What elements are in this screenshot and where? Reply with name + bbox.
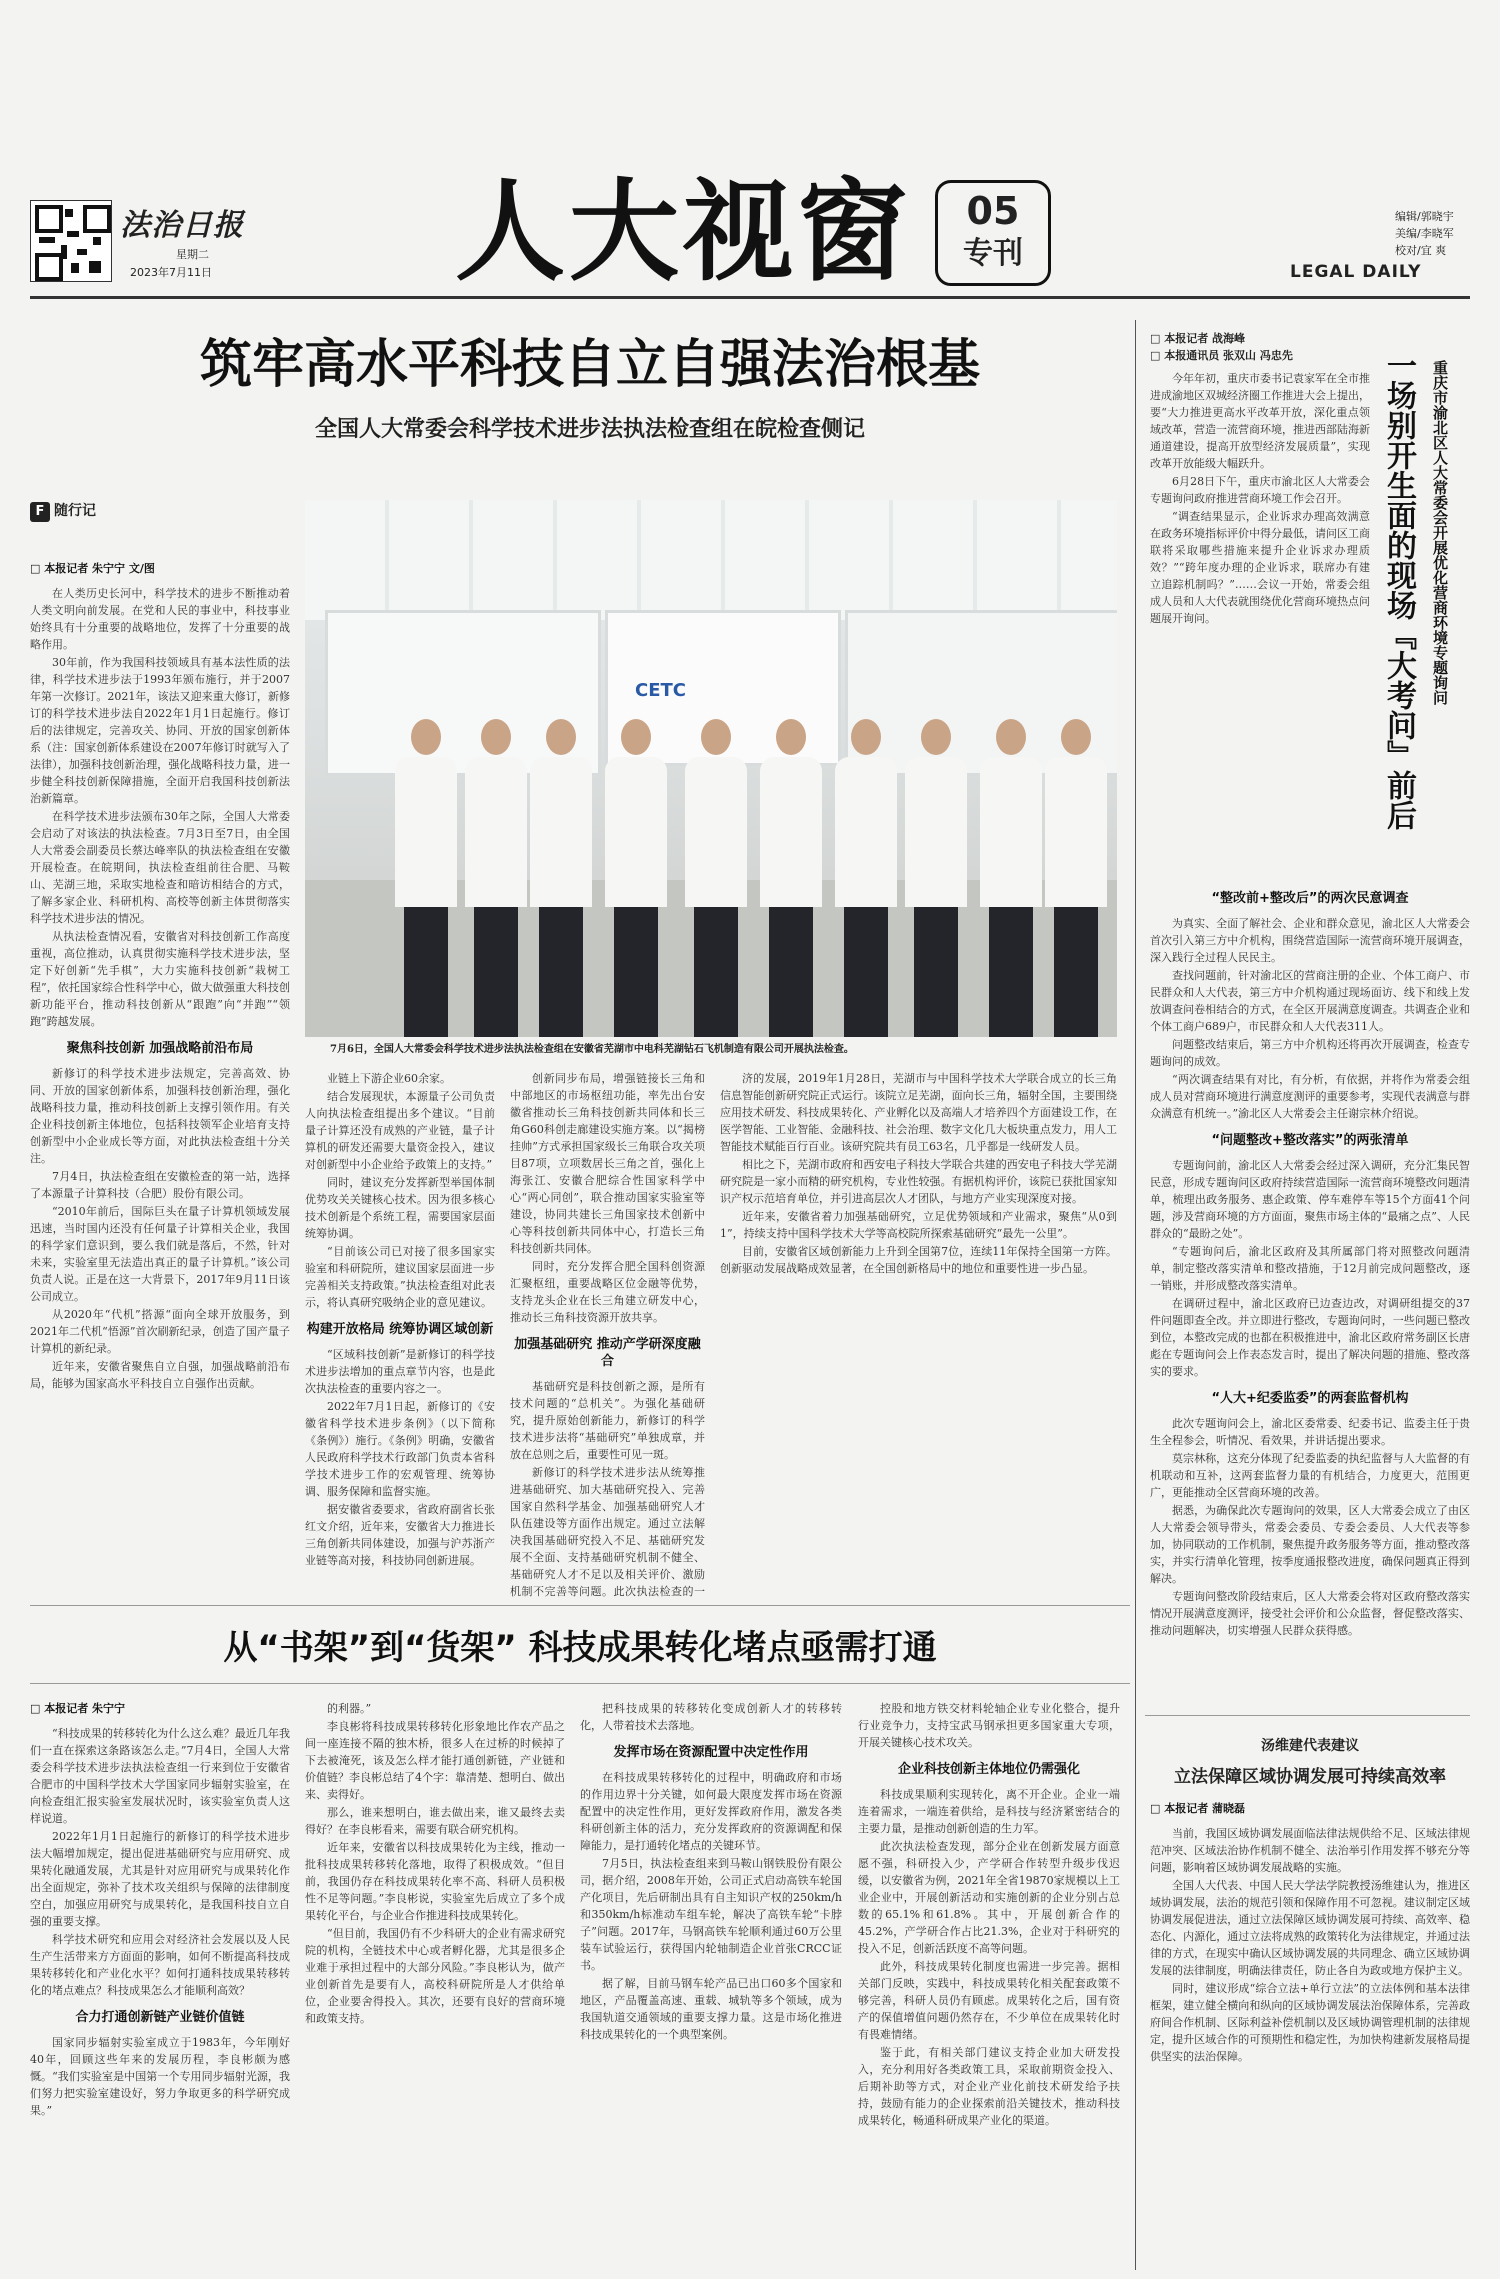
second-col4 (858, 1700, 1120, 2260)
paragraph: 同时，充分发挥合肥全国科创资源汇聚枢纽，重要战略区位金融等优势，支持龙头企业在长三角建立研发中心，推动长三角科技资源开放共享。 (510, 1260, 705, 1324)
paragraph: 问题整改结束后，第三方中介机构还将再次开展调查，检查专题询问的成效。 (1150, 1038, 1470, 1068)
paragraph: 近年来，安徽省聚焦自立自强，加强战略前沿布局，能够为国家高水平科技自立自强作出贡献。 (30, 1360, 290, 1390)
paragraph: “区域科技创新”是新修订的科学技术进步法增加的重点章节内容，也是此次执法检查的重要内容之一。 (305, 1348, 495, 1395)
paragraph: 目前，安徽省区域创新能力上升到全国第7位，连续11年保持全国第一方阵。创新驱动发展战略成效显著，在全国创新格局中的地位和重要性进一步凸显。 (720, 1245, 1117, 1275)
paragraph: 此外，科技成果转化制度也需进一步完善。据相关部门反映，实践中，科技成果转化相关配套政策不够完善，科研人员仍有顾虑。成果转化之后，国有资产的保值增值问题仍然存在，不少单位在成果转化时有畏难情绪。 (858, 1960, 1120, 2041)
sidebar-kicker: 汤维建代表建议 (1261, 1738, 1359, 1754)
second-byline: □ 本报记者 朱宁宁 (30, 1702, 126, 1715)
second-headline: 从“书架”到“货架” 科技成果转化堵点亟需打通 (223, 1628, 937, 1668)
paragraph: “但目前，我国仍有不少科研大的企业有需求研究院的机构，全链技术中心或者孵化器，尤其是很多企业难于承担过程中的大部分风险。”李良彬认为，做产业创新首先是要有人，高校科研院所是人才供给单位，企业要舍得投入。其次，还要有良好的营商环境和政策支持。 (305, 1927, 565, 2025)
sidebar-byline: □ 本报通讯员 张双山 冯忠先 (1150, 349, 1293, 362)
paragraph: 2022年7月1日起，新修订的《安徽省科学技术进步条例》（以下简称《条例》）施行。《条例》明确，安徽省人民政府科学技术行政部门负责本省科学技术进步工作的宏观管理、统筹协调、服务保障和监督实施。 (305, 1400, 495, 1498)
inspection-photo (305, 500, 1117, 1037)
paragraph: 在调研过程中，渝北区政府已边查边改，对调研组提交的37件问题即查全改。并立即进行整改，专题询问时，一些问题已整改到位，本整改完成的也都在积极推进中，渝北区政府常务副区长唐彪在专题询问会上作表态发言时，提出了解决问题的措施、整改落实的要求。 (1150, 1297, 1470, 1378)
page-type: 专刊 (963, 236, 1023, 271)
paragraph: 创新同步布局，增强链接长三角和中部地区的市场枢纽功能，率先出台安徽省推动长三角科技创新共同体和长三角G60科创走廊建设实施方案。以“揭榜挂帅”方式承担国家级长三角联合攻关项目87项，立项数居长三角之首，强化上海张江、安徽合肥综合性国家科学中心“两心同创”，联合推动国家实验室等建设，协同共建长三角国家技术创新中心等科技创新共同体中心，打造长三角科技创新共同体。 (510, 1072, 705, 1255)
paragraph: 从执法检查情况看，安徽省对科技创新工作高度重视，高位推动，认真贯彻实施科学技术进步法，坚定下好创新“先手棋”，大力实施科技创新“栽树工程”，依托国家综合性科学中心，做大做强重大科技创新功能平台，推动科技创新从“跟跑”向“并跑”“领跑”跨越发展。 (30, 930, 290, 1028)
paragraph: 那么，谁来想明白，谁去做出来，谁又最终去卖得好？在李良彬看来，需要有联合研究机构。 (305, 1806, 565, 1836)
sidebar-rule (1145, 1715, 1470, 1716)
paragraph: 在科学技术进步法颁布30年之际，全国人大常委会启动了对该法的执法检查。7月3日至7日，由全国人大常委会副委员长蔡达峰率队的执法检查组在安徽开展检查。在皖期间，执法检查组前往合肥、马鞍山、芜湖三地，采取实地检查和暗访相结合的方式，了解多家企业、科研机构、高校等创新主体贯彻落实科学技术进步法的情况。 (30, 810, 290, 925)
paragraph: 近年来，安徽省着力加强基础研究，立足优势领域和产业需求，聚焦“从0到1”，持续支持中国科学技术大学等高校院所探索基础研究“最先一公里”。 (720, 1210, 1117, 1240)
paragraph: 专题询问整改阶段结束后，区人大常委会将对区政府整改落实情况开展满意度测评，接受社会评价和公众监督，督促整改落实、推动问题解决，切实增强人民群众获得感。 (1150, 1590, 1470, 1637)
paragraph: 30年前，作为我国科技领域具有基本法性质的法律，科学技术进步法于1993年颁布施行，并于2007年第一次修订。2021年，该法又迎来重大修订，新修订的科学技术进步法自2022年1月1日起施行。修订后的法律规定，完善攻关、协同、开放的国家创新体系（注：国家创新体系建设在2007年修订时就写入了法律），加强科技创新治理，强化战略科技力量，进一步健全科技创新保障措施，全面开启我国科技创新法治新篇章。 (30, 656, 290, 805)
sidebar-divider (1135, 320, 1136, 2270)
paragraph: 国家同步辐射实验室成立于1983年，今年刚好40年，回顾这些年来的发展历程，李良彬颇为感慨。“我们实验室是中国第一个专用同步辐射光源，我们努力把实验室建设好，努力争取更多的科学研究成果。” (30, 2036, 290, 2117)
column-tag (30, 500, 96, 522)
page-number-box (935, 180, 1051, 286)
cetc-logo: CETC (635, 680, 686, 701)
paragraph: 全国人大代表、中国人民大学法学院教授汤维建认为，推进区域协调发展，法治的规范引领和保障作用不可忽视。建议制定区域协调发展促进法，通过立法保障区域协调发展可持续、高效率、稳态化、内源化，通过立法将成熟的政策转化为法律规定，并通过法律的方式，在现实中确认区域协调发展的共同理念、确立区域协调发展的法律制度，明确法律责任，防止各自为政或地方保护主义。 (1150, 1879, 1470, 1977)
paragraph: 专题询问前，渝北区人大常委会经过深入调研，充分汇集民智民意，形成专题询问区政府持续营造国际一流营商环境整改问题清单，梳理出政务服务、惠企政策、停车难停车等15个方面41个问题，涉及营商环境的方方面面，聚焦市场主体的“最痛之点”、人民群众的“最盼之处”。 (1150, 1159, 1470, 1240)
paragraph: 从2020年“代机”搭源“面向全球开放服务，到2021年二代机“悟源”首次刷新纪录，创造了国产量子计算机的新纪录。 (30, 1308, 290, 1355)
paragraph: 李良彬将科技成果转移转化形象地比作农产品之间一座连接不隔的独木桥，很多人在过桥的时候掉了下去被淹死，该及怎么样才能打通创新链，产业链和价值链？李良彬总结了4个字：靠清楚、想明白、做出来、卖得好。 (305, 1720, 565, 1801)
paper-name: 法治日报 (120, 208, 244, 243)
paragraph: 科技成果顺利实现转化，离不开企业。企业一端连着需求，一端连着供给，是科技与经济紧密结合的主要力量，是推动创新创造的生力军。 (858, 1788, 1120, 1835)
paragraph: 6月28日下午，重庆市渝北区人大常委会专题询问政府推进营商环境工作会召开。 (1150, 475, 1370, 505)
paragraph: 基础研究是科技创新之源，是所有技术问题的“总机关”。为强化基础研究，提升原始创新能力，新修订的科学技术进步法将“基础研究”单独成章，并放在总则之后，重要性可见一斑。 (510, 1380, 705, 1461)
paragraph: “科技成果的转移转化为什么这么难？最近几年我们一直在探索这条路该怎么走。”7月4日，全国人大常委会科学技术进步法执法检查组一行来到位于安徽省合肥市的中国科学技术大学国家同步辐射实验室，在向检查组汇报实验室发展状况时，该实验室负责人这样说道。 (30, 1727, 290, 1825)
paragraph: 的利器。” (327, 1702, 372, 1715)
lead-col2 (305, 1070, 495, 1600)
sidebar-byline: □ 本报记者 战海峰 (1150, 332, 1246, 345)
lead-col4 (720, 1070, 1117, 1600)
lead-section-heading: 构建开放格局 统筹协调区域创新 (306, 1322, 494, 1337)
art-editor: 美编/李晓军 (1395, 227, 1454, 240)
paragraph: 结合发展现状，本源量子公司负责人向执法检查组提出多个建议。“目前量子计算还没有成熟的产业链，量子计算机的研发还需要大量资金投入，建议对创新型中小企业给予政策上的支持。” (305, 1090, 495, 1171)
paragraph: “两次调查结果有对比，有分析，有依据，并将作为常委会组成人员对营商环境进行满意度测评的重要参考，实现代表满意与群众满意有机统一。”渝北区人大常委会主任谢宗林介绍说。 (1150, 1073, 1470, 1120)
paragraph: 查找问题前，针对渝北区的营商注册的企业、个体工商户、市民群众和人大代表，第三方中介机构通过现场面访、线下和线上发放调查问卷相结合的方式，在全区开展满意度调查。共调查企业和个体工商户689户，市民群众和人大代表311人。 (1150, 969, 1470, 1033)
paragraph: “调查结果显示，企业诉求办理高效满意在政务环境指标评价中得分最低，请问区工商联将采取哪些措施来提升企业诉求办理质效？”“跨年度办理的企业诉求，联席办有建立追踪机制吗？”……会议一开始，常委会组成人员和人大代表就围绕优化营商环境热点问题展开询问。 (1150, 510, 1370, 625)
paragraph: 2022年1月1日起施行的新修订的科学技术进步法大幅增加规定，提出促进基础研究与应用研究、成果转化融通发展，尤其是针对应用研究与成果转化作出全面规定，弥补了技术攻关组织与保障的法律制度空白，加强应用研究与成果转化，是我国科技自立自强的重要支撑。 (30, 1830, 290, 1928)
weekday: 星期二 (176, 248, 209, 261)
paragraph: 新修订的科学技术进步法规定，完善高效、协同、开放的国家创新体系，加强科技创新治理，强化战略科技力量，推动科技创新上支撑引领作用。有关企业科技创新主体地位，包括科技领军企业培育支持创新型中小企业成长等方面，对此执法检查组十分关注。 (30, 1067, 290, 1165)
editor: 编辑/郭晓宇 (1395, 210, 1454, 223)
headline-rule (30, 1683, 1130, 1684)
qr-code (30, 200, 112, 282)
proofreader: 校对/宜 爽 (1395, 244, 1447, 257)
lead-byline: □ 本报记者 朱宁宁 文/图 (30, 562, 155, 575)
paragraph: 莫宗林称，这充分体现了纪委监委的执纪监督与人大监督的有机联动和互补，这两套监督力量的有机结合，力度更大，范围更广，更能推动全区营商环境的改善。 (1150, 1452, 1470, 1499)
lead-subtitle: 全国人大常委会科学技术进步法执法检查组在皖检查侧记 (314, 417, 865, 442)
second-col3 (580, 1700, 842, 2260)
paragraph: 同时，建议充分发挥新型举国体制优势攻关关键核心技术。因为很多核心技术创新是个系统工程，需要国家层面统筹协调。 (305, 1176, 495, 1240)
paragraph: 在科技成果转移转化的过程中，明确政府和市场的作用边界十分关键，如何最大限度发挥市场在资源配置中的决定性作用，更好发挥政府作用，激发各类科研创新主体的活力，充分发挥政府的资源调配和保障能力，是打通转化堵点的关键环节。 (580, 1771, 842, 1852)
paragraph: 今年年初，重庆市委书记袁家军在全市推进成渝地区双城经济圈工作推进大会上提出，要“大力推进更高水平改革开放，深化重点领域改革，营造一流营商环境，推进西部陆海新通道建设，提高开放型经济发展质量”，实现改革开放能级大幅跃升。 (1150, 372, 1370, 470)
paragraph: 科学技术研究和应用会对经济社会发展以及人民生产生活带来方方面面的影响，如何不断提高科技成果转移转化和产业化水平？如何打通科技成果转移转化的堵点难点？科技成果怎么才能顺利高效？ (30, 1933, 290, 1997)
second-section-heading: 发挥市场在资源配置中决定性作用 (613, 1745, 809, 1760)
sidebar-top-lead (1150, 370, 1370, 870)
lead-col3 (510, 1070, 705, 1600)
paragraph: “2010年前后，国际巨头在量子计算机领域发展迅速，当时国内还没有任何量子计算相关企业，我国的科学家们意识到，要么我们就是落后，不然，针对未来，实验室里无法造出真正的量子计算机。”该公司负责人说。正是在这一大背景下，2017年9月11日该公司成立。 (30, 1205, 290, 1303)
section-title: 人大视窗 (455, 168, 911, 296)
paragraph: 在人类历史长河中，科学技术的进步不断推动着人类文明向前发展。在党和人民的事业中，科技事业始终具有十分重要的战略地位，发挥了十分重要的战略作用。 (30, 587, 290, 651)
paragraph: 据安徽省委要求，省政府副省长张红文介绍，近年来，安徽省大力推进长三角创新共同体建设，加强与沪苏浙产业链等高对接，科技协同创新进展。 (305, 1503, 495, 1567)
issue-date: 2023年7月11日 (130, 266, 212, 279)
paragraph: 7月5日，执法检查组来到马鞍山钢铁股份有限公司，据介绍，2008年开始，公司正式启动高铁车轮国产化项目，先后研制出具有自主知识产权的250km/h和350km/h标准动车组车轮，解决了高铁车轮“卡脖子”问题。2017年，马钢高铁车轮顺利通过60万公里装车试验运行，获得国内轮轴制造企业首张CRCC证书。 (580, 1857, 842, 1972)
paragraph: 控股和地方铁交材料轮轴企业专业化整合，提升行业竞争力，支持宝武马钢承担更多国家重大专项，开展关键核心技术攻关。 (858, 1702, 1120, 1749)
lead-headline: 筑牢高水平科技自立自强法治根基 (199, 335, 980, 395)
photo-caption: 7月6日，全国人大常委会科学技术进步法执法检查组在安徽省芜湖市中电科芜湖钻石飞机制造有限公司开展执法检查。 (330, 1044, 854, 1055)
second-section-heading: 企业科技创新主体地位仍需强化 (897, 1762, 1080, 1777)
paragraph: 鉴于此，有相关部门建议支持企业加大研发投入，充分利用好各类政策工具，采取前期资金投入、后期补助等方式，对企业产业化前技术研发给予扶持，鼓励有能力的企业探索前沿关键技术，推动科技成果转化，畅通科研成果产业化的渠道。 (858, 2046, 1120, 2127)
paragraph: “目前该公司已对接了很多国家实验室和科研院所，建议国家层面进一步完善相关支持政策。”执法检查组对此表示，将认真研究吸纳企业的意见建议。 (305, 1245, 495, 1309)
lead-col1 (30, 560, 290, 1600)
second-col2 (305, 1700, 565, 2260)
lead-section-heading: 聚焦科技创新 加强战略前沿布局 (66, 1041, 254, 1056)
paragraph: 当前，我国区域协调发展面临法律法规供给不足、区域法律规范冲突、区域法治协作机制不健全、法治举引作用发挥不够充分等问题，影响着区域协调发展战略的实施。 (1150, 1827, 1470, 1874)
sidebar-bylines (1150, 330, 1293, 364)
sidebar-section-heading: “人大+纪委监委”的两套监督机构 (1211, 1391, 1409, 1406)
article-rule (30, 1605, 1130, 1606)
paragraph: 业链上下游企业60余家。 (327, 1072, 451, 1085)
lead-section-heading: 加强基础研究 推动产学研深度融合 (514, 1337, 701, 1369)
editor-credits (1395, 208, 1454, 259)
paragraph: 同时，建议形成“综合立法+单行立法”的立法体例和基本法律框架，建立健全横向和纵向的区域协调发展法治保障体系，完善政府间合作机制、区际利益补偿机制以及区域协调管理机制的法律规定，提升区域合作的可预期性和稳定性，为加快构建新发展格局提供坚实的法治保障。 (1150, 1982, 1470, 2063)
paragraph: 为真实、全面了解社会、企业和群众意见，渝北区人大常委会首次引入第三方中介机构，围绕营造国际一流营商环境开展调查，深入践行全过程人民民主。 (1150, 917, 1470, 964)
paragraph: 济的发展，2019年1月28日，芜湖市与中国科学技术大学联合成立的长三角信息智能创新研究院正式运行。该院立足芜湖，面向长三角，辐射全国，主要围绕应用技术研发、科技成果转化、产业孵化以及高端人才培养四个方面建设工作，在医学智能、工业智能、金融科技、社会治理、数字文化几大板块重点发力，用人工智能技术赋能百行百业。该研究院共有员工63名，几乎都是一线研发人员。 (720, 1072, 1117, 1153)
paragraph: 新修订的科学技术进步法从统筹推进基础研究、加大基础研究投入、完善国家自然科学基金、加强基础研究人才队伍建设等方面作出规定。通过立法解决我国基础研究投入不足、基础研究发展不全面、支持基础研究机制不健全、基础研究人才不足以及相关评价、激励机制不完善等问题。此次执法检查的一 (510, 1466, 705, 1598)
paragraph: 近年来，安徽省以科技成果转化为主线，推动一批科技成果转移转化落地，取得了积极成效。“但目前，我国仍存在科技成果转化率不高、科研人员积极性不足等问题。”李良彬说，实验室先后成立了多个成果转化平台，与企业合作推进科技成果转化。 (305, 1841, 565, 1922)
paragraph: 据悉，为确保此次专题询问的效果，区人大常委会成立了由区人大常委会领导带头，常委会委员、专委会委员、人大代表等参加，协同联动的工作机制，聚焦提升政务服务等方面，推动整改落实，并实行清单化管理，按季度通报整改进度，确保问题真正得到解决。 (1150, 1504, 1470, 1585)
second-section-heading: 合力打通创新链产业链价值链 (75, 2010, 245, 2025)
paragraph: “专题询问后，渝北区政府及其所属部门将对照整改问题清单，制定整改落实清单和整改措施，于12月前完成问题整改，逐一销账，并形成整改落实清单。 (1150, 1245, 1470, 1292)
tag-icon: F (30, 502, 50, 522)
sidebar-section-heading: “问题整改+整改落实”的两张清单 (1211, 1133, 1409, 1148)
sidebar-vertical-subtitle: 重庆市渝北区人大常委会开展优化营商环境专题询问 (1431, 360, 1449, 705)
paragraph: 此次执法检查发现，部分企业在创新发展方面意愿不强，科研投入少，产学研合作转型升级步伐迟缓，以安徽省为例，2021年全省19870家规模以上工业企业中，开展创新活动和实施创新的企业分别占总数的65.1%和61.8%。其中，开展创新合作的45.2%，产学研合作占比21.3%，企业对于科研究的投入不足，创新活跃度不高等问题。 (858, 1840, 1120, 1955)
sidebar-bottom-body (1150, 1800, 1470, 2265)
legal-daily-logo: LEGAL DAILY (1290, 262, 1422, 282)
tag-label: 随行记 (54, 503, 96, 519)
paragraph: 7月4日，执法检查组在安徽检查的第一站，选择了本源量子计算科技（合肥）股份有限公司。 (30, 1170, 290, 1200)
paragraph: 相比之下，芜湖市政府和西安电子科技大学联合共建的西安电子科技大学芜湖研究院是一家小而精的研究机构，专业性较强。有据机构评价，该院已获批国家知识产权示范培育单位，并引进高层次人才团队，与地方产业实现深度对接。 (720, 1158, 1117, 1205)
masthead-rule (30, 296, 1470, 299)
paragraph: 把科技成果的转移转化变成创新人才的转移转化，人带着技术去落地。 (580, 1702, 842, 1732)
paragraph: 此次专题询问会上，渝北区委常委、纪委书记、监委主任于贵生全程参会，听情况、看效果，并讲话提出要求。 (1150, 1417, 1470, 1447)
sidebar-vertical-title: 一场别开生面的现场『大考问』前后 (1381, 350, 1416, 830)
second-col1 (30, 1700, 290, 2260)
page-number: 05 (966, 189, 1020, 233)
sidebar-bottom-title: 立法保障区域协调发展可持续高效率 (1174, 1767, 1446, 1787)
sidebar-section-heading: “整改前+整改后”的两次民意调查 (1211, 891, 1409, 906)
paragraph: 据了解，目前马钢车轮产品已出口60多个国家和地区，产品覆盖高速、重载、城轨等多个领域，成为我国轨道交通领域的重要支撑力量。这是市场化推进科技成果转化的一个典型案例。 (580, 1977, 842, 2041)
sidebar-bottom-byline: □ 本报记者 蒲晓磊 (1150, 1802, 1246, 1815)
